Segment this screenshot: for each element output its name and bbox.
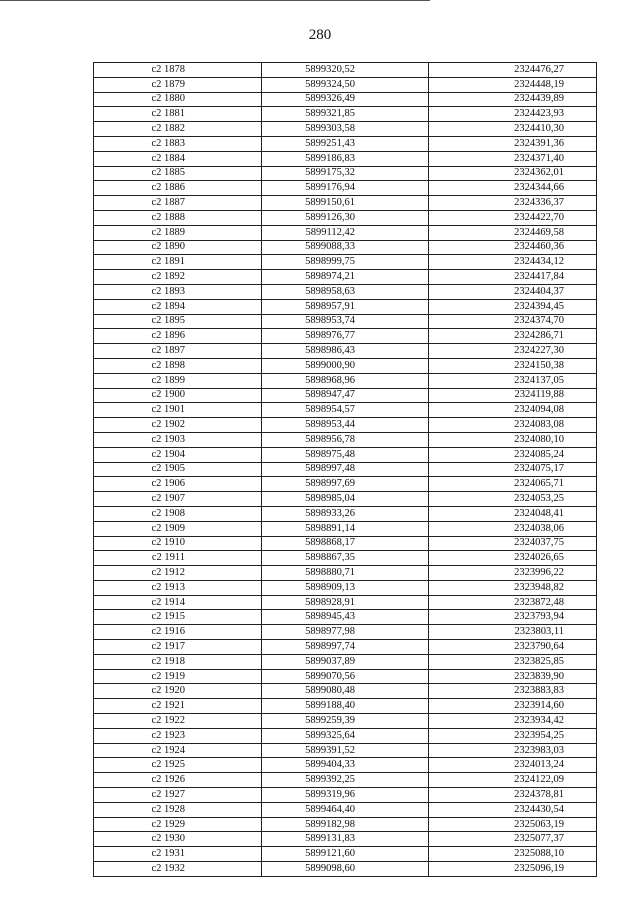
point-id-cell: c2 1905 xyxy=(94,462,262,477)
table-row xyxy=(94,225,597,240)
x-coordinate-cell: 5898985,04 xyxy=(262,492,429,507)
x-coordinate-cell: 5899321,85 xyxy=(262,107,429,122)
point-id-cell: c2 1883 xyxy=(94,136,262,151)
table-row xyxy=(94,788,597,803)
table-row xyxy=(94,63,597,78)
y-coordinate-cell: 2323934,42 xyxy=(429,714,597,729)
table-row xyxy=(94,506,597,521)
point-id-cell: c2 1924 xyxy=(94,743,262,758)
x-coordinate-cell: 5898999,75 xyxy=(262,255,429,270)
y-coordinate-cell: 2324460,36 xyxy=(429,240,597,255)
table-row xyxy=(94,832,597,847)
x-coordinate-cell: 5898867,35 xyxy=(262,551,429,566)
y-coordinate-cell: 2324430,54 xyxy=(429,802,597,817)
y-coordinate-cell: 2324469,58 xyxy=(429,225,597,240)
x-coordinate-cell: 5899320,52 xyxy=(262,63,429,78)
y-coordinate-cell: 2324048,41 xyxy=(429,506,597,521)
x-coordinate-cell: 5898968,96 xyxy=(262,373,429,388)
table-row xyxy=(94,610,597,625)
x-coordinate-cell: 5898997,74 xyxy=(262,640,429,655)
x-coordinate-cell: 5898933,26 xyxy=(262,506,429,521)
x-coordinate-cell: 5899098,60 xyxy=(262,862,429,877)
point-id-cell: c2 1895 xyxy=(94,314,262,329)
x-coordinate-cell: 5899251,43 xyxy=(262,136,429,151)
x-coordinate-cell: 5899324,50 xyxy=(262,77,429,92)
point-id-cell: c2 1884 xyxy=(94,151,262,166)
table-row xyxy=(94,536,597,551)
point-id-cell: c2 1927 xyxy=(94,788,262,803)
x-coordinate-cell: 5898957,91 xyxy=(262,299,429,314)
point-id-cell: c2 1910 xyxy=(94,536,262,551)
y-coordinate-cell: 2324394,45 xyxy=(429,299,597,314)
x-coordinate-cell: 5899175,32 xyxy=(262,166,429,181)
y-coordinate-cell: 2324065,71 xyxy=(429,477,597,492)
table-row xyxy=(94,862,597,877)
point-id-cell: c2 1928 xyxy=(94,802,262,817)
point-id-cell: c2 1890 xyxy=(94,240,262,255)
point-id-cell: c2 1882 xyxy=(94,122,262,137)
x-coordinate-cell: 5898974,21 xyxy=(262,270,429,285)
x-coordinate-cell: 5899121,60 xyxy=(262,847,429,862)
page-number: 280 xyxy=(308,27,332,43)
y-coordinate-cell: 2325096,19 xyxy=(429,862,597,877)
x-coordinate-cell: 5898977,98 xyxy=(262,625,429,640)
table-row xyxy=(94,580,597,595)
x-coordinate-cell: 5898891,14 xyxy=(262,521,429,536)
x-coordinate-cell: 5898954,57 xyxy=(262,403,429,418)
y-coordinate-cell: 2324417,84 xyxy=(429,270,597,285)
table-row xyxy=(94,151,597,166)
table-row xyxy=(94,196,597,211)
x-coordinate-cell: 5899131,83 xyxy=(262,832,429,847)
y-coordinate-cell: 2323914,60 xyxy=(429,699,597,714)
table-row xyxy=(94,551,597,566)
y-coordinate-cell: 2324137,05 xyxy=(429,373,597,388)
x-coordinate-cell: 5899000,90 xyxy=(262,358,429,373)
y-coordinate-cell: 2324286,71 xyxy=(429,329,597,344)
x-coordinate-cell: 5899176,94 xyxy=(262,181,429,196)
y-coordinate-cell: 2324150,38 xyxy=(429,358,597,373)
table-row xyxy=(94,847,597,862)
y-coordinate-cell: 2323825,85 xyxy=(429,654,597,669)
x-coordinate-cell: 5898909,13 xyxy=(262,580,429,595)
point-id-cell: c2 1916 xyxy=(94,625,262,640)
point-id-cell: c2 1893 xyxy=(94,284,262,299)
y-coordinate-cell: 2324085,24 xyxy=(429,447,597,462)
y-coordinate-cell: 2324227,30 xyxy=(429,344,597,359)
y-coordinate-cell: 2324378,81 xyxy=(429,788,597,803)
point-id-cell: c2 1903 xyxy=(94,432,262,447)
y-coordinate-cell: 2324037,75 xyxy=(429,536,597,551)
point-id-cell: c2 1919 xyxy=(94,669,262,684)
table-row xyxy=(94,166,597,181)
point-id-cell: c2 1925 xyxy=(94,758,262,773)
point-id-cell: c2 1913 xyxy=(94,580,262,595)
x-coordinate-cell: 5899070,56 xyxy=(262,669,429,684)
y-coordinate-cell: 2324391,36 xyxy=(429,136,597,151)
x-coordinate-cell: 5898997,48 xyxy=(262,462,429,477)
point-id-cell: c2 1906 xyxy=(94,477,262,492)
y-coordinate-cell: 2324336,37 xyxy=(429,196,597,211)
coordinates-table-body xyxy=(94,63,597,877)
table-row xyxy=(94,314,597,329)
x-coordinate-cell: 5899325,64 xyxy=(262,728,429,743)
table-row xyxy=(94,255,597,270)
point-id-cell: c2 1915 xyxy=(94,610,262,625)
y-coordinate-cell: 2324122,09 xyxy=(429,773,597,788)
table-row xyxy=(94,758,597,773)
x-coordinate-cell: 5898868,17 xyxy=(262,536,429,551)
table-row xyxy=(94,773,597,788)
table-row xyxy=(94,210,597,225)
x-coordinate-cell: 5899186,83 xyxy=(262,151,429,166)
y-coordinate-cell: 2324080,10 xyxy=(429,432,597,447)
x-coordinate-cell: 5898880,71 xyxy=(262,566,429,581)
point-id-cell: c2 1894 xyxy=(94,299,262,314)
x-coordinate-cell: 5898928,91 xyxy=(262,595,429,610)
table-row xyxy=(94,122,597,137)
table-row xyxy=(94,817,597,832)
x-coordinate-cell: 5899319,96 xyxy=(262,788,429,803)
x-coordinate-cell: 5898986,43 xyxy=(262,344,429,359)
table-row xyxy=(94,728,597,743)
point-id-cell: c2 1923 xyxy=(94,728,262,743)
point-id-cell: c2 1929 xyxy=(94,817,262,832)
y-coordinate-cell: 2325077,37 xyxy=(429,832,597,847)
point-id-cell: c2 1930 xyxy=(94,832,262,847)
point-id-cell: c2 1911 xyxy=(94,551,262,566)
x-coordinate-cell: 5898945,43 xyxy=(262,610,429,625)
x-coordinate-cell: 5898956,78 xyxy=(262,432,429,447)
point-id-cell: c2 1878 xyxy=(94,63,262,78)
point-id-cell: c2 1891 xyxy=(94,255,262,270)
y-coordinate-cell: 2324371,40 xyxy=(429,151,597,166)
x-coordinate-cell: 5898947,47 xyxy=(262,388,429,403)
table-row xyxy=(94,373,597,388)
table-row xyxy=(94,299,597,314)
x-coordinate-cell: 5898997,69 xyxy=(262,477,429,492)
point-id-cell: c2 1918 xyxy=(94,654,262,669)
table-row xyxy=(94,107,597,122)
y-coordinate-cell: 2325088,10 xyxy=(429,847,597,862)
y-coordinate-cell: 2324075,17 xyxy=(429,462,597,477)
x-coordinate-cell: 5898958,63 xyxy=(262,284,429,299)
table-row xyxy=(94,92,597,107)
y-coordinate-cell: 2324053,25 xyxy=(429,492,597,507)
x-coordinate-cell: 5899326,49 xyxy=(262,92,429,107)
table-row xyxy=(94,743,597,758)
point-id-cell: c2 1880 xyxy=(94,92,262,107)
x-coordinate-cell: 5899080,48 xyxy=(262,684,429,699)
y-coordinate-cell: 2324434,12 xyxy=(429,255,597,270)
y-coordinate-cell: 2325063,19 xyxy=(429,817,597,832)
x-coordinate-cell: 5899392,25 xyxy=(262,773,429,788)
x-coordinate-cell: 5899464,40 xyxy=(262,802,429,817)
y-coordinate-cell: 2324448,19 xyxy=(429,77,597,92)
table-row xyxy=(94,136,597,151)
y-coordinate-cell: 2323790,64 xyxy=(429,640,597,655)
y-coordinate-cell: 2324026,65 xyxy=(429,551,597,566)
table-row xyxy=(94,625,597,640)
y-coordinate-cell: 2323996,22 xyxy=(429,566,597,581)
point-id-cell: c2 1900 xyxy=(94,388,262,403)
table-row xyxy=(94,284,597,299)
y-coordinate-cell: 2324094,08 xyxy=(429,403,597,418)
y-coordinate-cell: 2324344,66 xyxy=(429,181,597,196)
point-id-cell: c2 1896 xyxy=(94,329,262,344)
y-coordinate-cell: 2324362,01 xyxy=(429,166,597,181)
table-row xyxy=(94,699,597,714)
point-id-cell: c2 1901 xyxy=(94,403,262,418)
y-coordinate-cell: 2324410,30 xyxy=(429,122,597,137)
point-id-cell: c2 1904 xyxy=(94,447,262,462)
point-id-cell: c2 1886 xyxy=(94,181,262,196)
x-coordinate-cell: 5899088,33 xyxy=(262,240,429,255)
point-id-cell: c2 1897 xyxy=(94,344,262,359)
point-id-cell: c2 1921 xyxy=(94,699,262,714)
table-row xyxy=(94,358,597,373)
y-coordinate-cell: 2324038,06 xyxy=(429,521,597,536)
x-coordinate-cell: 5898976,77 xyxy=(262,329,429,344)
x-coordinate-cell: 5899150,61 xyxy=(262,196,429,211)
y-coordinate-cell: 2324119,88 xyxy=(429,388,597,403)
x-coordinate-cell: 5899303,58 xyxy=(262,122,429,137)
point-id-cell: c2 1885 xyxy=(94,166,262,181)
y-coordinate-cell: 2323793,94 xyxy=(429,610,597,625)
table-row xyxy=(94,447,597,462)
x-coordinate-cell: 5898953,74 xyxy=(262,314,429,329)
table-row xyxy=(94,802,597,817)
table-row xyxy=(94,403,597,418)
table-row xyxy=(94,684,597,699)
table-row xyxy=(94,77,597,92)
point-id-cell: c2 1920 xyxy=(94,684,262,699)
point-id-cell: c2 1892 xyxy=(94,270,262,285)
y-coordinate-cell: 2324083,08 xyxy=(429,418,597,433)
point-id-cell: c2 1899 xyxy=(94,373,262,388)
point-id-cell: c2 1917 xyxy=(94,640,262,655)
point-id-cell: c2 1926 xyxy=(94,773,262,788)
y-coordinate-cell: 2324404,37 xyxy=(429,284,597,299)
y-coordinate-cell: 2324423,93 xyxy=(429,107,597,122)
point-id-cell: c2 1881 xyxy=(94,107,262,122)
table-row xyxy=(94,595,597,610)
table-row xyxy=(94,566,597,581)
table-row xyxy=(94,477,597,492)
point-id-cell: c2 1888 xyxy=(94,210,262,225)
y-coordinate-cell: 2323883,83 xyxy=(429,684,597,699)
x-coordinate-cell: 5899391,52 xyxy=(262,743,429,758)
point-id-cell: c2 1931 xyxy=(94,847,262,862)
y-coordinate-cell: 2323948,82 xyxy=(429,580,597,595)
x-coordinate-cell: 5899259,39 xyxy=(262,714,429,729)
table-row xyxy=(94,181,597,196)
y-coordinate-cell: 2323872,48 xyxy=(429,595,597,610)
x-coordinate-cell: 5898953,44 xyxy=(262,418,429,433)
x-coordinate-cell: 5898975,48 xyxy=(262,447,429,462)
point-id-cell: c2 1902 xyxy=(94,418,262,433)
point-id-cell: c2 1909 xyxy=(94,521,262,536)
point-id-cell: c2 1932 xyxy=(94,862,262,877)
y-coordinate-cell: 2323954,25 xyxy=(429,728,597,743)
x-coordinate-cell: 5899112,42 xyxy=(262,225,429,240)
table-row xyxy=(94,640,597,655)
y-coordinate-cell: 2323803,11 xyxy=(429,625,597,640)
table-row xyxy=(94,270,597,285)
table-row xyxy=(94,521,597,536)
y-coordinate-cell: 2324374,70 xyxy=(429,314,597,329)
x-coordinate-cell: 5899404,33 xyxy=(262,758,429,773)
table-row xyxy=(94,432,597,447)
y-coordinate-cell: 2324013,24 xyxy=(429,758,597,773)
table-row xyxy=(94,462,597,477)
y-coordinate-cell: 2324476,27 xyxy=(429,63,597,78)
table-row xyxy=(94,418,597,433)
top-border-line xyxy=(0,0,430,1)
point-id-cell: c2 1898 xyxy=(94,358,262,373)
point-id-cell: c2 1922 xyxy=(94,714,262,729)
table-row xyxy=(94,344,597,359)
x-coordinate-cell: 5899126,30 xyxy=(262,210,429,225)
point-id-cell: c2 1889 xyxy=(94,225,262,240)
point-id-cell: c2 1908 xyxy=(94,506,262,521)
table-row xyxy=(94,669,597,684)
y-coordinate-cell: 2323839,90 xyxy=(429,669,597,684)
x-coordinate-cell: 5899182,98 xyxy=(262,817,429,832)
coordinates-table xyxy=(93,62,597,877)
x-coordinate-cell: 5899188,40 xyxy=(262,699,429,714)
table-row xyxy=(94,240,597,255)
point-id-cell: c2 1907 xyxy=(94,492,262,507)
point-id-cell: c2 1879 xyxy=(94,77,262,92)
y-coordinate-cell: 2324422,70 xyxy=(429,210,597,225)
table-row xyxy=(94,714,597,729)
point-id-cell: c2 1887 xyxy=(94,196,262,211)
y-coordinate-cell: 2324439,89 xyxy=(429,92,597,107)
x-coordinate-cell: 5899037,89 xyxy=(262,654,429,669)
point-id-cell: c2 1914 xyxy=(94,595,262,610)
table-row xyxy=(94,492,597,507)
y-coordinate-cell: 2323983,03 xyxy=(429,743,597,758)
point-id-cell: c2 1912 xyxy=(94,566,262,581)
table-row xyxy=(94,329,597,344)
table-row xyxy=(94,654,597,669)
table-row xyxy=(94,388,597,403)
